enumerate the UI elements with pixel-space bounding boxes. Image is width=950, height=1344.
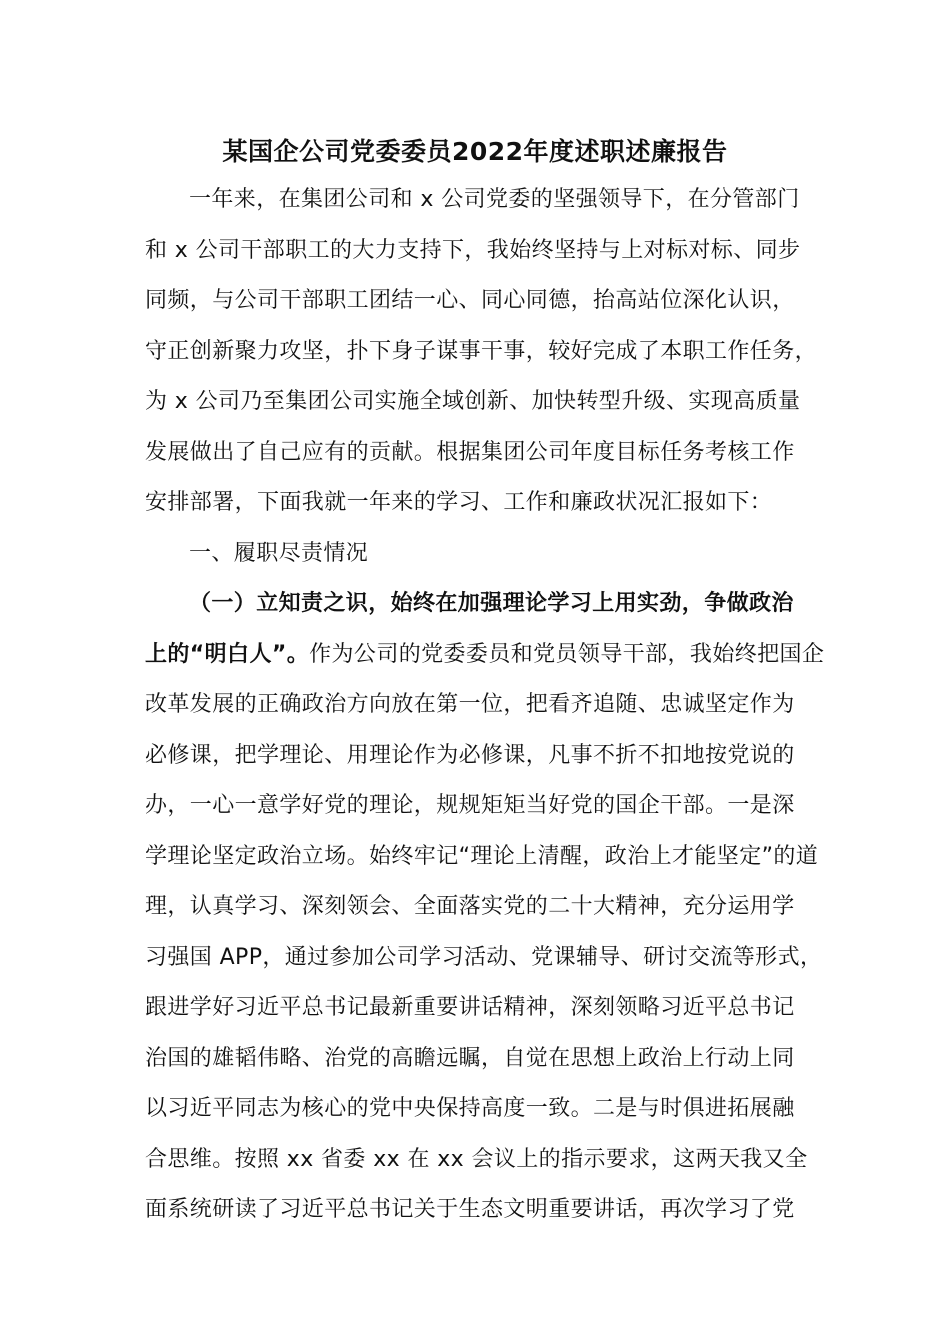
paragraph-line: 必修课，把学理论、用理论作为必修课，凡事不折不扣地按党说的 bbox=[145, 742, 795, 768]
paragraph-line-mixed bbox=[145, 630, 825, 681]
paragraph-line: 一年来，在集团公司和 x 公司党委的坚强领导下，在分管部门 bbox=[189, 187, 800, 212]
document-title: 某国企公司党委委员2022年度述职述廉报告 bbox=[222, 137, 728, 166]
paragraph-line: 同频，与公司干部职工团结一心、同心同德，抬高站位深化认识， bbox=[145, 288, 795, 313]
section-heading: 一、履职尽责情况 bbox=[189, 540, 369, 566]
paragraph-line: 学理论坚定政治立场。始终牢记“理论上清醒，政治上才能坚定”的道 bbox=[145, 843, 819, 869]
paragraph-line: 治国的雄韬伟略、治党的高瞻远瞩，自觉在思想上政治上行动上同 bbox=[145, 1045, 795, 1071]
document-body bbox=[145, 175, 825, 1236]
paragraph-text: 作为公司的党委委员和党员领导干部，我始终把国企 bbox=[309, 641, 825, 667]
paragraph-line: 办，一心一意学好党的理论，规规矩矩当好党的国企干部。一是深 bbox=[145, 793, 795, 818]
paragraph-line: 合思维。按照 xx 省委 xx 在 xx 会议上的指示要求，这两天我又全 bbox=[145, 1146, 808, 1172]
paragraph-line: 为 x 公司乃至集团公司实施全域创新、加快转型升级、实现高质量 bbox=[145, 389, 801, 414]
paragraph-line: 跟进学好习近平总书记最新重要讲话精神，深刻领略习近平总书记 bbox=[145, 995, 795, 1020]
paragraph-line: 以习近平同志为核心的党中央保持高度一致。二是与时俱进拓展融 bbox=[145, 1096, 795, 1121]
paragraph-line: 习强国 APP，通过参加公司学习活动、党课辅导、研讨交流等形式， bbox=[145, 944, 823, 970]
paragraph-line: 安排部署，下面我就一年来的学习、工作和廉政状况汇报如下： bbox=[145, 490, 773, 515]
paragraph-line: 发展做出了自己应有的贡献。根据集团公司年度目标任务考核工作 bbox=[145, 439, 795, 465]
subsection-heading-end: 上的“明白人”。 bbox=[145, 641, 310, 667]
paragraph-line: 理，认真学习、深刻领会、全面落实党的二十大精神，充分运用学 bbox=[145, 894, 795, 919]
paragraph-line: 和 x 公司干部职工的大力支持下，我始终坚持与上对标对标、同步 bbox=[145, 237, 801, 263]
paragraph-line: 改革发展的正确政治方向放在第一位，把看齐追随、忠诚坚定作为 bbox=[145, 692, 795, 717]
subsection-heading: （一）立知责之识，始终在加强理论学习上用实劲，争做政治 bbox=[189, 591, 794, 616]
paragraph-line: 守正创新聚力攻坚，扑下身子谋事干事，较好完成了本职工作任务， bbox=[145, 338, 818, 364]
paragraph-line: 面系统研读了习近平总书记关于生态文明重要讲话，再次学习了党 bbox=[145, 1197, 795, 1222]
